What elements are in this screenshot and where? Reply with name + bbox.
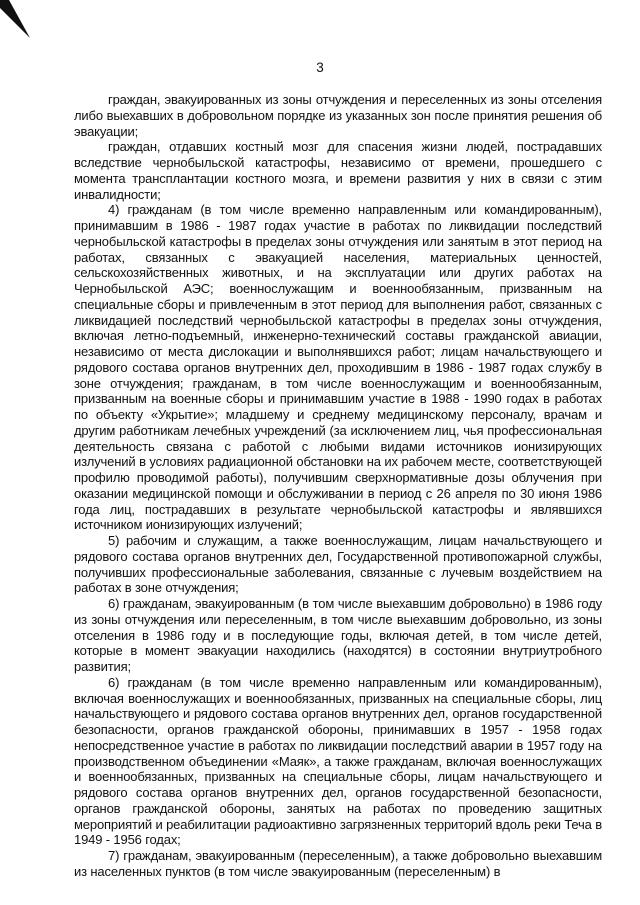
corner-mark <box>0 0 40 40</box>
paragraph: 6) гражданам, эвакуированным (в том числе выехавшим добровольно) в 1986 году из зоны отчуждения или переселенным, в том числе выехавшим добровольно, из зоны отселения в 1986 году и в последующие годы, включая детей, в том числе детей, которые в момент эвакуации находились (находятся) в состоянии внутриутробного развития; <box>74 596 602 674</box>
paragraph: граждан, эвакуированных из зоны отчуждения и переселенных из зоны отселения либо выехавших в добровольном порядке из указанных зон после принятия решения об эвакуации; <box>74 92 602 139</box>
paragraph: 7) гражданам, эвакуированным (переселенным), а также добровольно выехавшим из населенных пунктов (в том числе эвакуированным (переселенным) в <box>74 848 602 879</box>
page-number: 3 <box>316 60 324 75</box>
document-body <box>74 92 602 880</box>
paragraph: 5) рабочим и служащим, а также военнослужащим, лицам начальствующего и рядового состава органов внутренних дел, Государственной противопожарной службы, получивших профессиональные заболевания, связанные с лучевым воздействием на работах в зоне отчуждения; <box>74 533 602 596</box>
paragraph: граждан, отдавших костный мозг для спасения жизни людей, пострадавших вследствие чернобыльской катастрофы, независимо от времени, прошедшего с момента трансплантации костного мозга, и времени развития у них в связи с этим инвалидности; <box>74 139 602 202</box>
paragraph: 6) гражданам (в том числе временно направленным или командированным), включая военнослужащих и военнообязанных, призванных на специальные сборы, лиц начальствующего и рядового состава органов внутренних дел, органов государственной безопасности, органов гражданской обороны, принимавших в 1957 - 1958 годах непосредственное участие в работах по ликвидации последствий аварии в 1957 году на производственном объединении «Маяк», а также гражданам, включая военнослужащих и военнообязанных, призванных на специальные сборы, лицам начальствующего и рядового состава органов внутренних дел, органов государственной безопасности, органов гражданской обороны, занятых на работах по проведению защитных мероприятий и реабилитации радиоактивно загрязненных территорий вдоль реки Теча в 1949 - 1956 годах; <box>74 674 602 848</box>
paragraph: 4) гражданам (в том числе временно направленным или командированным), принимавшим в 1986 - 1987 годах участие в работах по ликвидации последствий чернобыльской катастрофы в пределах зоны отчуждения или занятым в этот период на работах, связанных с эвакуацией населения, материальных ценностей, сельскохозяйственных животных, и на эксплуатации или других работах на Чернобыльской АЭС; военнослужащим и военнообязанным, призванным на специальные сборы и привлеченным в этот период для выполнения работ, связанных с ликвидацией последствий чернобыльской катастрофы в пределах зоны отчуждения, включая летно-подъемный, инженерно-технический составы гражданской авиации, независимо от места дислокации и выполнявшихся работ; лицам начальствующего и рядового состава органов внутренних дел, проходившим в 1986 - 1987 годах службу в зоне отчуждения; гражданам, в том числе военнослужащим и военнообязанным, призванным на военные сборы и принимавшим участие в 1988 - 1990 годах в работах по объекту «Укрытие»; младшему и среднему медицинскому персоналу, врачам и другим работникам лечебных учреждений (за исключением лиц, чья профессиональная деятельность связана с работой с любыми видами источников ионизирующих излучений в условиях радиационной обстановки на их рабочем месте, соответствующей профилю проводимой работы), получившим сверхнормативные дозы облучения при оказании медицинской помощи и обслуживании в период с 26 апреля по 30 июня 1986 года лиц, пострадавших в результате чернобыльской катастрофы и являвшихся источником ионизирующих излучений; <box>74 202 602 533</box>
